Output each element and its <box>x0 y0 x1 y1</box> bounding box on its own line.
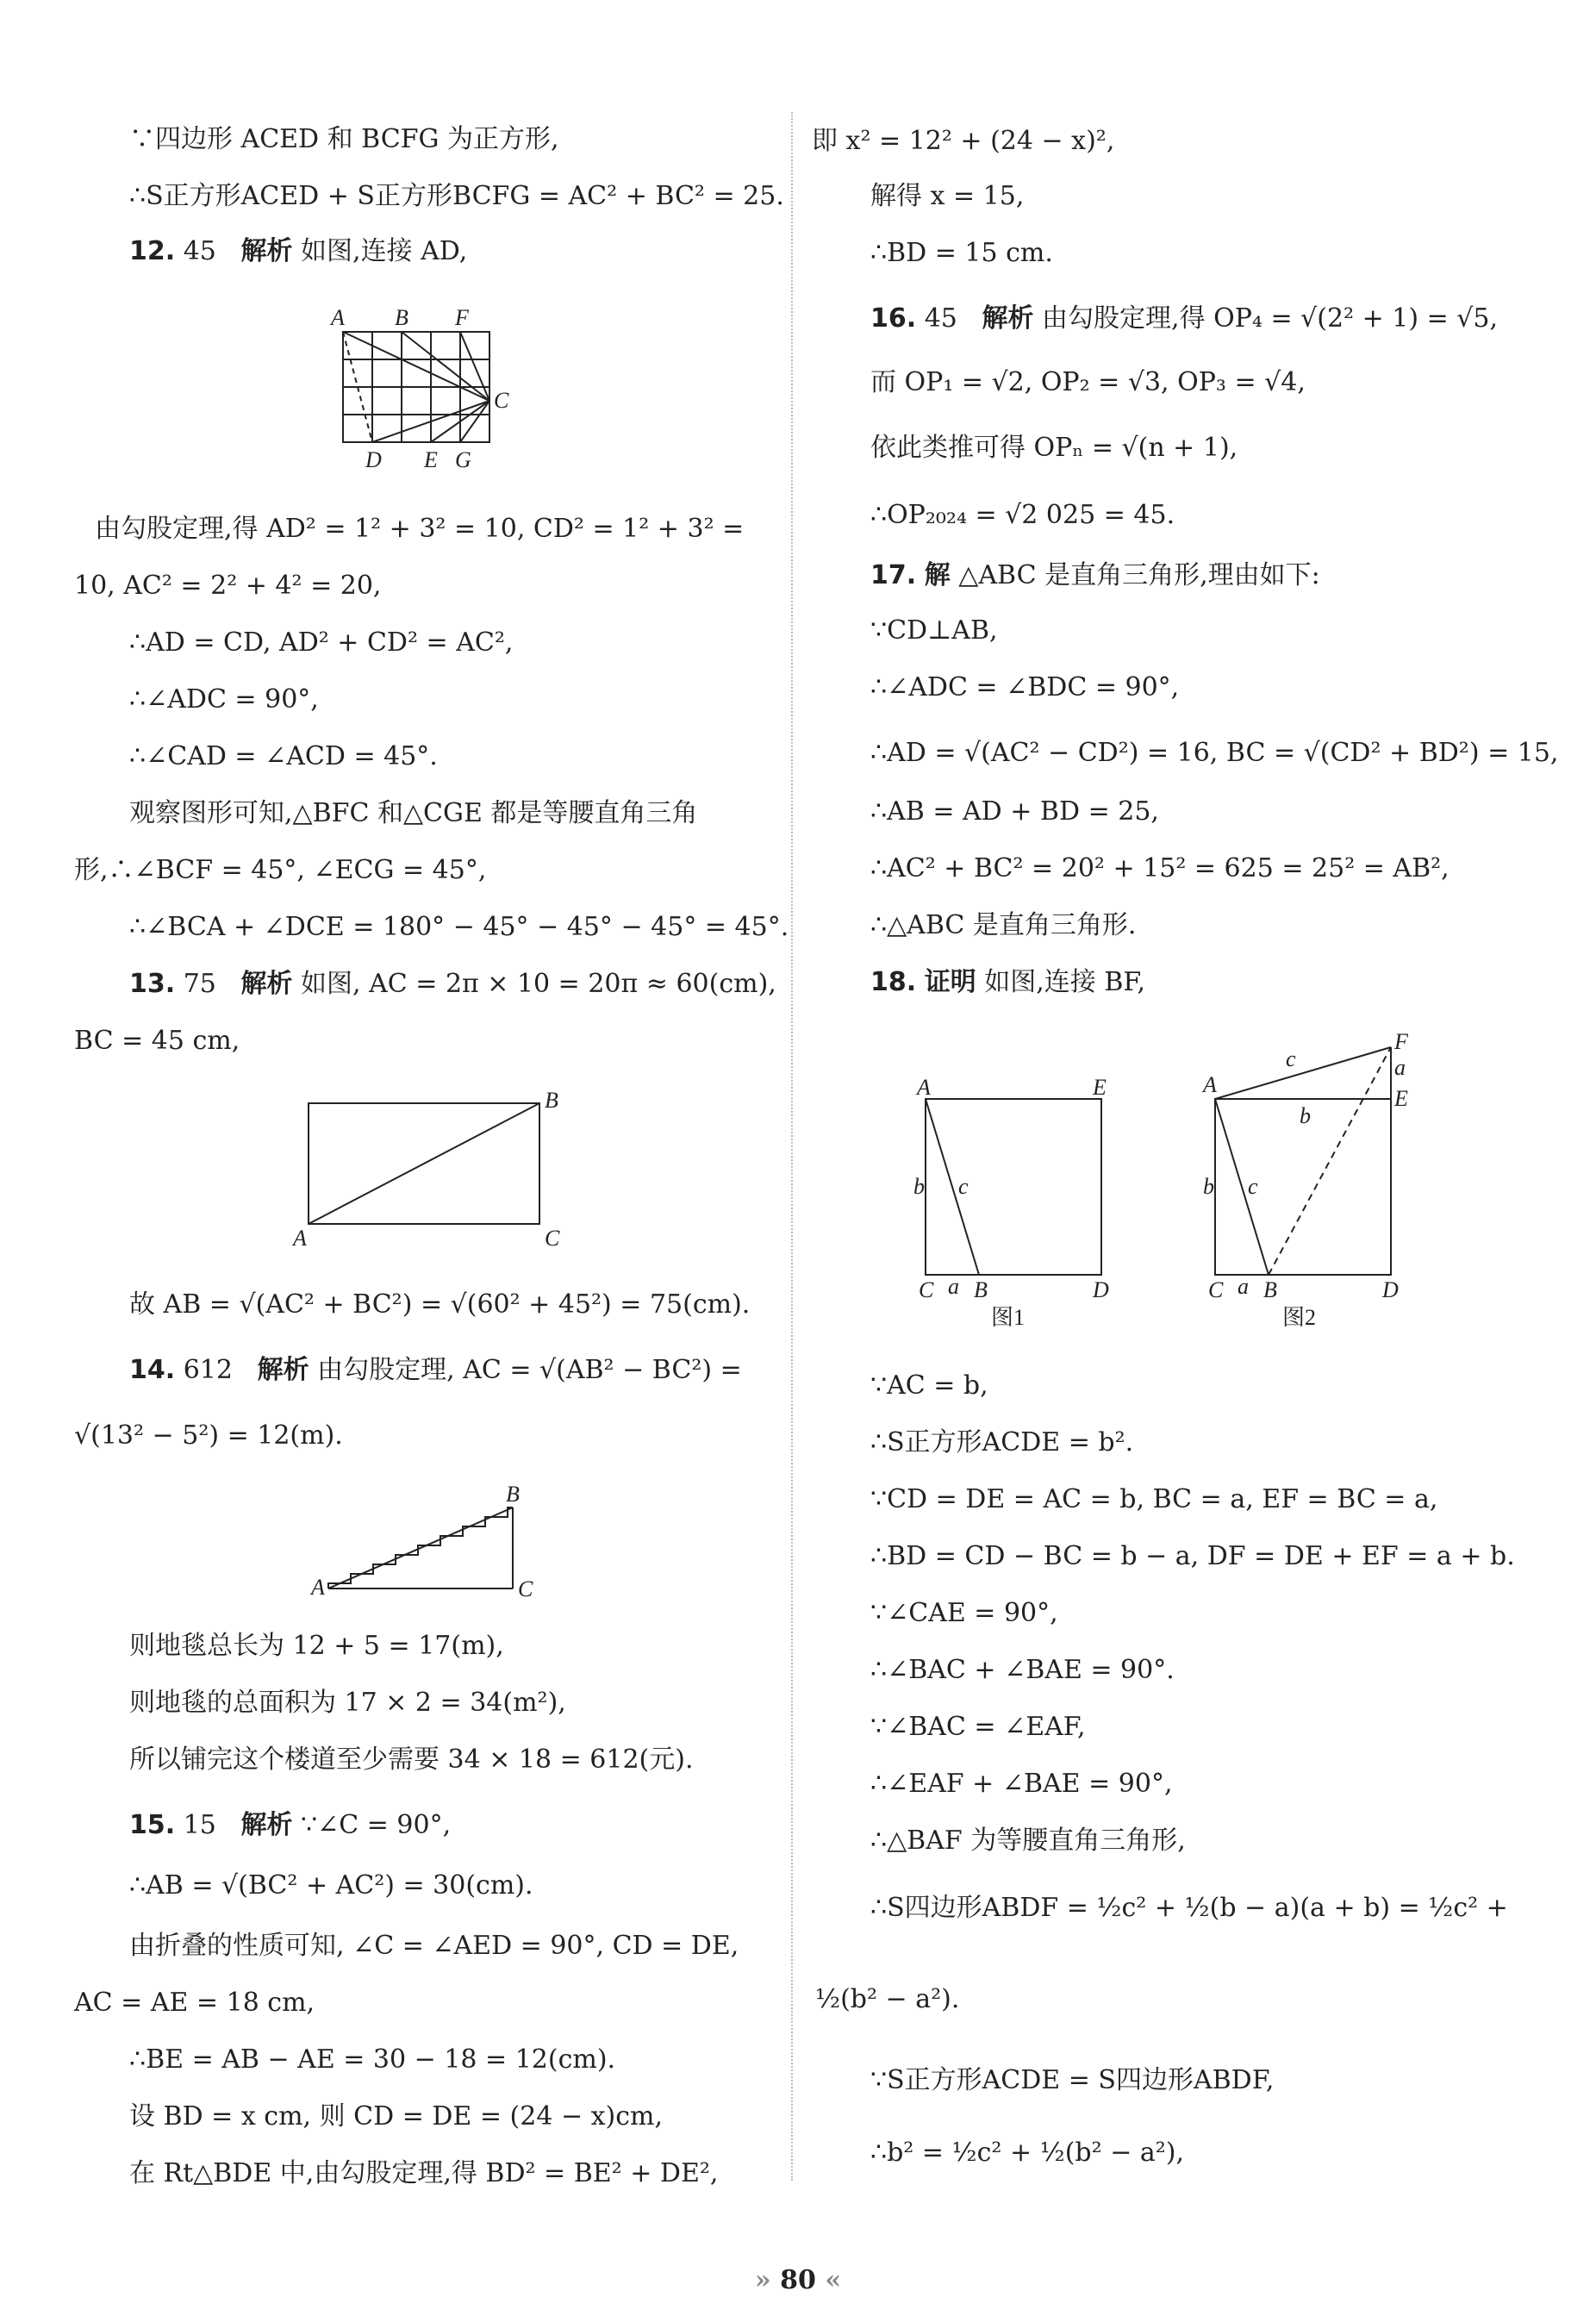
problem-13-header <box>129 967 776 1002</box>
text-line: ∴BD = CD − BC = b − a, DF = DE + EF = a + b. <box>870 1541 1515 1571</box>
text-line: ∴∠BCA + ∠DCE = 180° − 45° − 45° − 45° = 45°. <box>129 912 789 942</box>
text: 由勾股定理, AC = √(AB² − BC²) = <box>317 1355 742 1385</box>
label-G: G <box>455 447 471 472</box>
fig2-label-c: c <box>1248 1174 1258 1199</box>
text-line: 则地毯的总面积为 17 × 2 = 34(m²), <box>129 1688 566 1718</box>
text-line: 10, AC² = 2² + 4² = 20, <box>74 571 382 601</box>
text-line: ∴BD = 15 cm. <box>870 238 1053 268</box>
text-line: 依此类推可得 OPₙ = √(n + 1), <box>870 433 1238 463</box>
text-line: ∴∠BAC + ∠BAE = 90°. <box>870 1655 1175 1685</box>
label-A: A <box>331 305 345 330</box>
text-line: ∵CD = DE = AC = b, BC = a, EF = BC = a, <box>870 1484 1438 1514</box>
solution-tag: 解 <box>924 560 951 590</box>
text-line: √(13² − 5²) = 12(m). <box>74 1420 343 1451</box>
problem-15-header <box>129 1808 451 1843</box>
text-line: 则地毯总长为 12 + 5 = 17(m), <box>129 1631 504 1661</box>
problem-number: 15. <box>129 1810 176 1840</box>
text-line: ½(b² − a²). <box>815 1984 960 2014</box>
proof-figures <box>913 1030 1517 1332</box>
right-arrow: « <box>825 2265 842 2295</box>
text-line: ∴∠ADC = ∠BDC = 90°, <box>870 672 1180 702</box>
text: 如图, AC = 2π × 10 = 20π ≈ 60(cm), <box>301 969 776 999</box>
grid-figure <box>327 302 517 474</box>
fig2-label-D: D <box>1382 1277 1399 1302</box>
page-footer <box>0 2265 1596 2295</box>
text-line: ∴∠ADC = 90°, <box>129 684 319 715</box>
fig1-label-c: c <box>958 1174 969 1199</box>
text-line: ∴S正方形ACED + S正方形BCFG = AC² + BC² = 25. <box>129 181 784 211</box>
text-line: 在 Rt△BDE 中,由勾股定理,得 BD² = BE² + DE², <box>129 2158 719 2188</box>
answer: 75 <box>183 969 216 999</box>
analysis-tag: 解析 <box>240 236 293 266</box>
label-D: D <box>365 447 382 472</box>
label-C: C <box>545 1226 560 1251</box>
text-line: 而 OP₁ = √2, OP₂ = √3, OP₃ = √4, <box>870 367 1306 397</box>
fig2-label-F: F <box>1394 1030 1408 1054</box>
figure2-caption: 图2 <box>1282 1305 1317 1330</box>
text-line: ∴△BAF 为等腰直角三角形, <box>870 1826 1186 1856</box>
text-line: ∴S四边形ABDF = ½c² + ½(b − a)(a + b) = ½c² + <box>870 1893 1508 1923</box>
text-line: ∴OP₂₀₂₄ = √2 025 = 45. <box>870 500 1175 530</box>
fig2-label-E: E <box>1394 1086 1408 1111</box>
problem-17-header <box>870 559 1320 593</box>
fig2-label-b-top: b <box>1300 1103 1311 1128</box>
analysis-tag: 解析 <box>240 969 293 999</box>
fig2-label-c-top: c <box>1286 1046 1296 1071</box>
text-line: ∴△ABC 是直角三角形. <box>870 910 1137 940</box>
analysis-tag: 解析 <box>982 303 1034 334</box>
fig2-label-a: a <box>1238 1274 1249 1299</box>
text: 由勾股定理,得 OP₄ = √(2² + 1) = √5, <box>1042 303 1499 334</box>
fig1-label-B: B <box>974 1277 988 1302</box>
label-B: B <box>545 1088 558 1113</box>
text-line: BC = 45 cm, <box>74 1026 240 1056</box>
text: ∵∠C = 90°, <box>301 1810 452 1840</box>
label-B: B <box>506 1482 520 1507</box>
text-line: 由折叠的性质可知, ∠C = ∠AED = 90°, CD = DE, <box>129 1931 739 1961</box>
text-line: 由勾股定理,得 AD² = 1² + 3² = 10, CD² = 1² + 3² = <box>95 514 745 544</box>
text-line: ∵CD⊥AB, <box>870 615 998 646</box>
fig1-label-A: A <box>917 1075 931 1100</box>
label-E: E <box>424 447 438 472</box>
problem-16-header <box>870 302 1498 336</box>
label-C: C <box>518 1576 533 1601</box>
fig1-label-D: D <box>1093 1277 1109 1302</box>
problem-number: 12. <box>129 236 176 266</box>
answer: 45 <box>924 303 957 334</box>
text-line: 观察图形可知,△BFC 和△CGE 都是等腰直角三角 <box>129 798 698 828</box>
label-A: A <box>293 1226 307 1251</box>
answer: 612 <box>183 1355 233 1385</box>
text-line: ∴AC² + BC² = 20² + 15² = 625 = 25² = AB², <box>870 853 1449 883</box>
label-A: A <box>311 1575 325 1600</box>
text-line: ∵四边形 ACED 和 BCFG 为正方形, <box>129 124 559 154</box>
text-line: ∴BE = AB − AE = 30 − 18 = 12(cm). <box>129 2044 616 2075</box>
fig1-label-b: b <box>913 1174 925 1199</box>
problem-12-header <box>129 234 467 269</box>
fig2-label-b-left: b <box>1203 1174 1214 1199</box>
text-line: ∵∠CAE = 90°, <box>870 1598 1058 1628</box>
fig2-label-C: C <box>1208 1277 1224 1302</box>
page-number: 80 <box>780 2265 816 2295</box>
staircase-figure <box>306 1481 547 1610</box>
text-line: ∴∠EAF + ∠BAE = 90°, <box>870 1769 1173 1799</box>
text: 如图,连接 BF, <box>984 967 1146 997</box>
label-C: C <box>494 388 509 413</box>
text-line: 解得 x = 15, <box>870 181 1025 211</box>
fig2-label-B: B <box>1263 1277 1277 1302</box>
text-line: ∵AC = b, <box>870 1370 988 1401</box>
analysis-tag: 解析 <box>257 1355 309 1385</box>
text-line: ∴S正方形ACDE = b². <box>870 1427 1134 1457</box>
fig2-label-A: A <box>1203 1072 1217 1097</box>
rectangle-figure <box>284 1082 577 1254</box>
text-line: ∴AD = √(AC² − CD²) = 16, BC = √(CD² + BD²) = 15, <box>870 738 1559 768</box>
answer: 15 <box>183 1810 216 1840</box>
text-line: ∴AD = CD, AD² + CD² = AC², <box>129 627 514 658</box>
text-line: ∴AB = AD + BD = 25, <box>870 796 1159 827</box>
text-line: 即 x² = 12² + (24 − x)², <box>812 126 1115 156</box>
text-line: ∵∠BAC = ∠EAF, <box>870 1712 1086 1742</box>
text-line: 设 BD = x cm, 则 CD = DE = (24 − x)cm, <box>129 2101 664 2132</box>
text-line: AC = AE = 18 cm, <box>74 1988 315 2018</box>
fig1-label-E: E <box>1093 1075 1107 1100</box>
problem-18-header <box>870 965 1145 1000</box>
problem-14-header <box>129 1353 742 1388</box>
analysis-tag: 解析 <box>240 1810 293 1840</box>
text-line: 形,∴∠BCF = 45°, ∠ECG = 45°, <box>74 855 487 885</box>
text: △ABC 是直角三角形,理由如下: <box>958 560 1320 590</box>
text-line: 所以铺完这个楼道至少需要 34 × 18 = 612(元). <box>129 1745 694 1775</box>
problem-number: 17. <box>870 560 917 590</box>
problem-number: 14. <box>129 1355 176 1385</box>
text-line: ∴b² = ½c² + ½(b² − a²), <box>870 2138 1185 2168</box>
column-divider <box>791 112 793 2181</box>
fig2-label-a-right: a <box>1394 1055 1406 1080</box>
answer: 45 <box>183 236 216 266</box>
problem-number: 18. <box>870 967 917 997</box>
problem-number: 13. <box>129 969 176 999</box>
text-line: ∴AB = √(BC² + AC²) = 30(cm). <box>129 1870 533 1901</box>
label-B: B <box>395 305 408 330</box>
problem-number: 16. <box>870 303 917 334</box>
label-F: F <box>455 305 469 330</box>
figure1-caption: 图1 <box>991 1305 1026 1330</box>
left-arrow: » <box>754 2265 771 2295</box>
text-line: 故 AB = √(AC² + BC²) = √(60² + 45²) = 75(cm). <box>129 1289 751 1320</box>
fig1-label-a: a <box>948 1274 959 1299</box>
fig1-label-C: C <box>919 1277 934 1302</box>
text: 如图,连接 AD, <box>301 236 468 266</box>
text-line: ∵S正方形ACDE = S四边形ABDF, <box>870 2065 1275 2095</box>
text-line: ∴∠CAD = ∠ACD = 45°. <box>129 741 438 771</box>
proof-tag: 证明 <box>924 967 976 997</box>
